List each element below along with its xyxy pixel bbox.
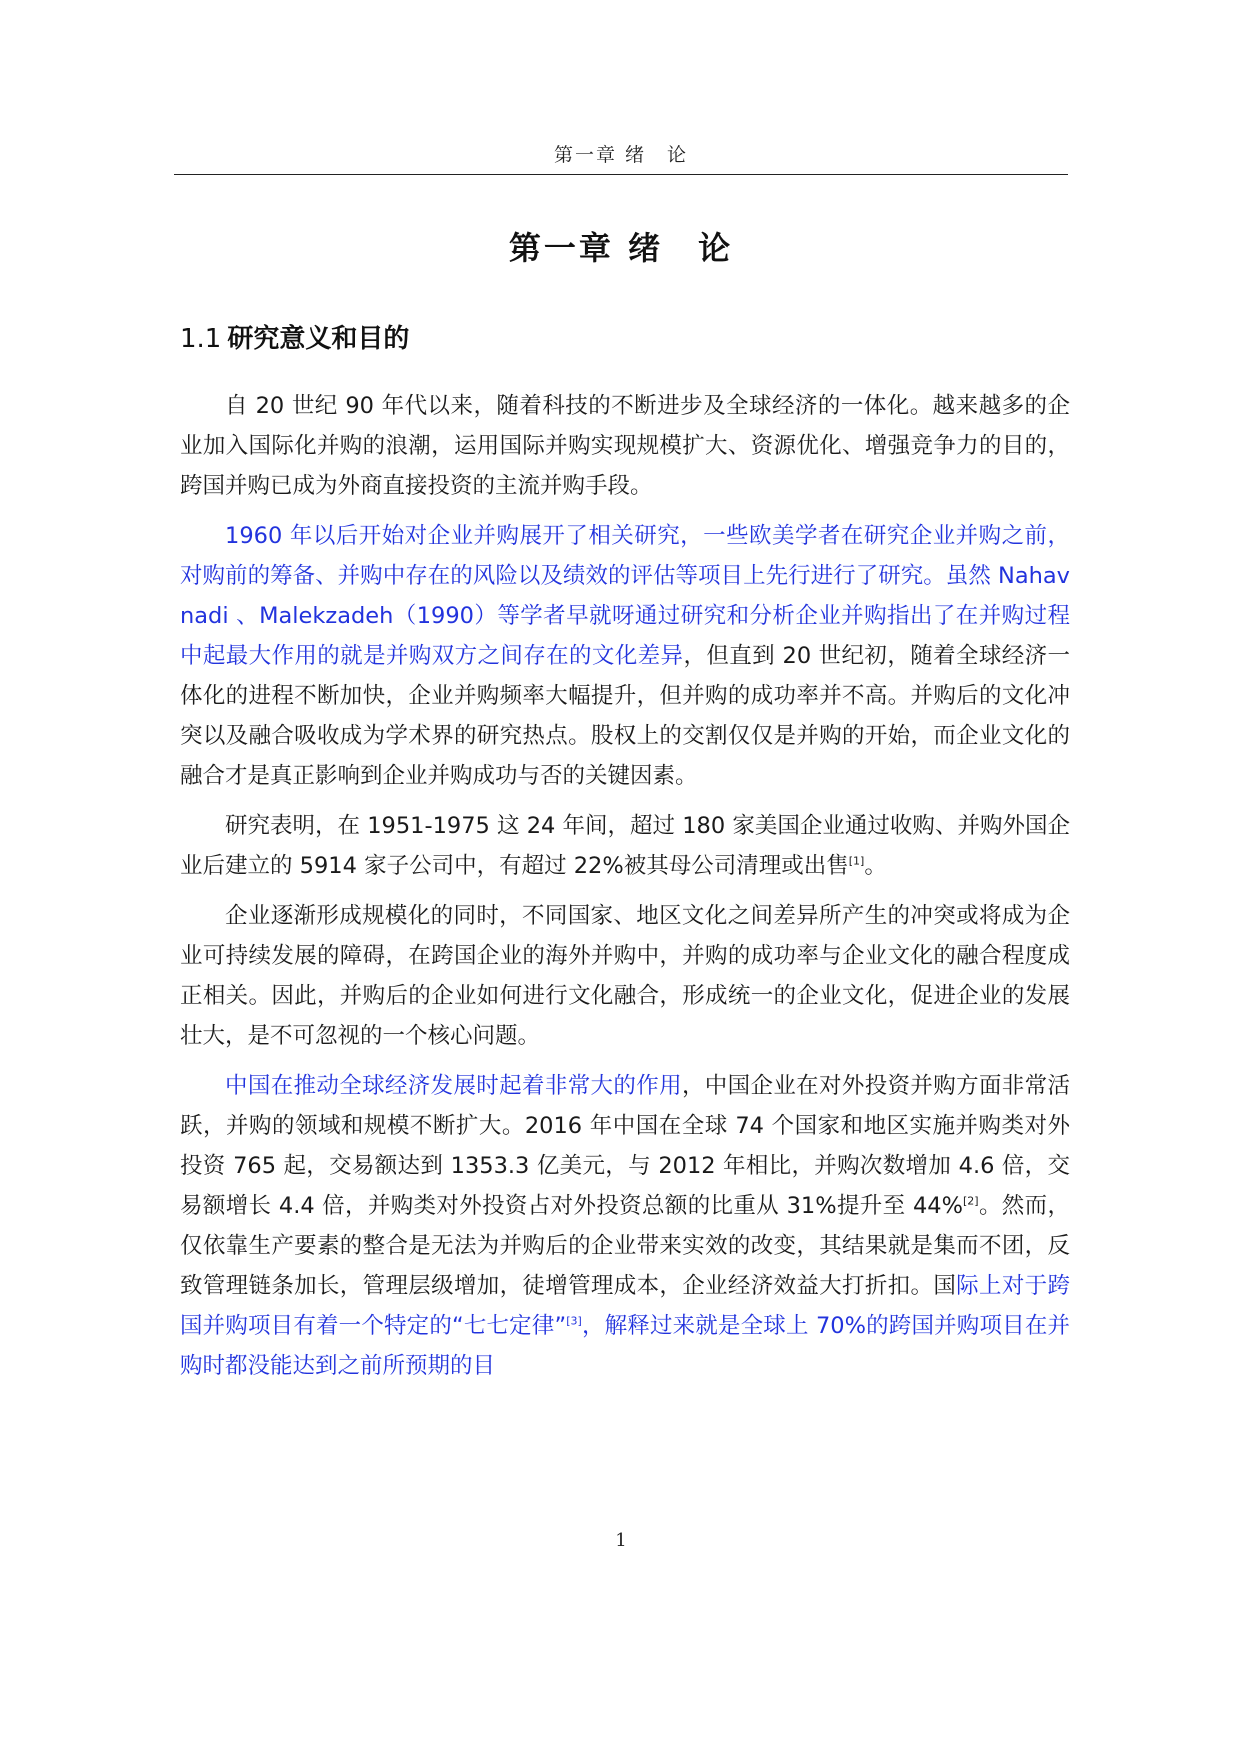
running-header: 第一章 绪 论 xyxy=(553,144,689,166)
citation-marker[interactable]: [1] xyxy=(848,854,865,868)
page-number: 1 xyxy=(615,1530,627,1551)
paragraph-text: ，中国企业在对外投资并购方面非常活跃，并购的领域和规模不断扩大。2016 年中国在全球 74 个国家和地区实施并购类对外投资 765 起，交易额达到 1353.3 亿美元，与 2012 年相比，并购次数增加 4.6 倍，交易额增长 4.4 倍，并购类对外投资占对外投资总额的比重从 31%提升至 44% xyxy=(180,1073,1070,1219)
body-paragraph xyxy=(180,806,1070,886)
chapter-title: 第一章 绪 论 xyxy=(508,229,734,267)
section-title: 研究意义和目的 xyxy=(227,324,410,354)
highlighted-text: 中国在推动全球经济发展时起着非常大的作用 xyxy=(225,1073,682,1099)
body-paragraph xyxy=(180,516,1070,796)
citation-marker[interactable]: [2] xyxy=(963,1194,979,1208)
paragraph-text: ，但直到 20 世纪初，随着全球经济一体化的进程不断加快，企业并购频率大幅提升，但并购的成功率并不高。并购后的文化冲突以及融合吸收成为学术界的研究热点。股权上的交割仅仅是并购的开始，而企业文化的融合才是真正影响到企业并购成功与否的关键因素。 xyxy=(180,643,1070,789)
paragraph-text: 。然而，仅依靠生产要素的整合是无法为并购后的企业带来实效的改变，其结果就是集而不团，反致管理链条加长，管理层级增加，徒增管理成本，企业经济效益大打折扣。国 xyxy=(180,1193,1070,1299)
highlighted-text: 1960 年以后开始对企业并购展开了相关研究，一些欧美学者在研究企业并购之前，对购前的筹备、并购中存在的风险以及绩效的评估等项目上先行进行了研究。虽然 Nahavnadi 、Malekzadeh（1990）等学者早就呀通过研究和分析企业并购指出了在并购过程中起最大作用的就是并购双方之间存在的文化差异 xyxy=(180,523,1070,669)
body-text xyxy=(180,386,1070,1396)
paragraph-text: 自 20 世纪 90 年代以来，随着科技的不断进步及全球经济的一体化。越来越多的企业加入国际化并购的浪潮，运用国际并购实现规模扩大、资源优化、增强竞争力的目的，跨国并购已成为外商直接投资的主流并购手段。 xyxy=(180,393,1070,499)
citation-marker[interactable]: [3] xyxy=(566,1314,582,1328)
paragraph-text: 企业逐渐形成规模化的同时，不同国家、地区文化之间差异所产生的冲突或将成为企业可持续发展的障碍，在跨国企业的海外并购中，并购的成功率与企业文化的融合程度成正相关。因此，并购后的企业如何进行文化融合，形成统一的企业文化，促进企业的发展壮大，是不可忽视的一个核心问题。 xyxy=(180,903,1070,1049)
paragraph-text: 研究表明，在 1951-1975 这 24 年间，超过 180 家美国企业通过收购、并购外国企业后建立的 5914 家子公司中，有超过 22%被其母公司清理或出售 xyxy=(180,813,1070,879)
body-paragraph xyxy=(180,1066,1070,1386)
header-rule xyxy=(174,174,1068,175)
section-heading xyxy=(180,318,409,355)
highlighted-text: ，解释过来就是全球上 70%的跨国并购项目在并购时都没能达到之前所预期的目 xyxy=(180,1313,1070,1379)
body-paragraph xyxy=(180,386,1070,506)
section-number: 1.1 xyxy=(180,324,222,354)
body-paragraph xyxy=(180,896,1070,1056)
highlighted-text: 际上对于跨国并购项目有着一个特定的“七七定律” xyxy=(180,1273,1070,1339)
paragraph-text: 。 xyxy=(864,853,887,879)
